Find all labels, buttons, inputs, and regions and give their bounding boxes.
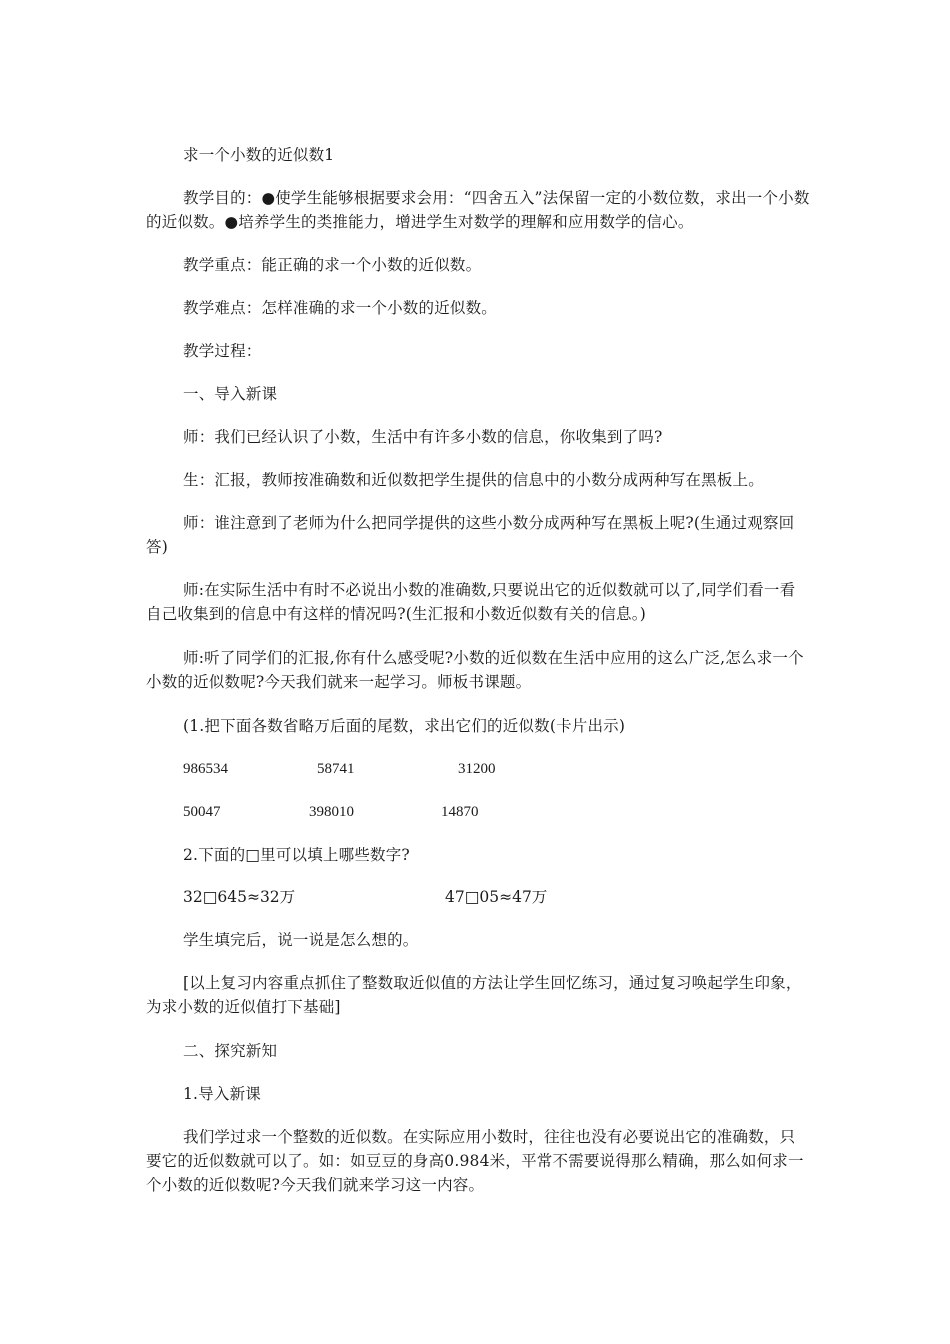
teacher-line-2: 师：谁注意到了老师为什么把同学提供的这些小数分成两种写在黑板上呢?(生通过观察回答) [146,514,795,556]
teacher-line-1: 师：我们已经认识了小数，生活中有许多小数的信息，你收集到了吗? [183,428,663,446]
fill-item: 47□05≈47万 [445,888,548,906]
number-cell: 398010 [309,804,354,820]
teacher-line-3: 师:在实际生活中有时不必说出小数的准确数,只要说出它的近似数就可以了,同学们看一看自己收集到的信息中有这样的情况吗?(生汇报和小数近似数有关的信息。) [146,581,796,623]
intro-paragraph: 我们学过求一个整数的近似数。在实际应用小数时，往往也没有必要说出它的准确数，只要它的近似数就可以了。如：如豆豆的身高0.984米，平常不需要说得那么精确，那么如何求一个小数的近似数呢?今天我们就来学习这一内容。 [146,1128,804,1194]
after-fill-note: 学生填完后，说一说是怎么想的。 [183,931,419,949]
teaching-key-point: 教学重点：能正确的求一个小数的近似数。 [183,256,482,274]
exercise-2: 2.下面的□里可以填上哪些数字? [183,846,410,864]
section1-heading: 一、导入新课 [183,385,278,403]
fill-item: 32□645≈32万 [183,888,296,906]
number-cell: 58741 [317,761,355,777]
teaching-objective: 教学目的：●使学生能够根据要求会用：“四舍五入”法保留一定的小数位数，求出一个小数的近似数。●培养学生的类推能力，增进学生对数学的理解和应用数学的信心。 [146,189,810,231]
student-line-1: 生：汇报，教师按准确数和近似数把学生提供的信息中的小数分成两种写在黑板上。 [183,471,764,489]
number-cell: 50047 [183,804,221,820]
teaching-difficulty: 教学难点：怎样准确的求一个小数的近似数。 [183,299,498,317]
exercise-1: (1.把下面各数省略万后面的尾数，求出它们的近似数(卡片出示) [183,717,626,735]
teacher-line-4: 师:听了同学们的汇报,你有什么感受呢?小数的近似数在生活中应用的这么广泛,怎么求一个小数的近似数呢?今天我们就来一起学习。师板书课题。 [146,649,804,691]
document-title: 求一个小数的近似数1 [183,146,335,164]
number-cell: 31200 [458,761,496,777]
review-note: [以上复习内容重点抓住了整数取近似值的方法让学生回忆练习，通过复习唤起学生印象，为求小数的近似值打下基础] [146,974,802,1016]
number-cell: 14870 [441,804,479,820]
number-cell: 986534 [183,761,228,777]
process-heading: 教学过程： [183,342,262,360]
section2-heading: 二、探究新知 [183,1042,278,1060]
sub1-heading: 1.导入新课 [183,1085,261,1103]
